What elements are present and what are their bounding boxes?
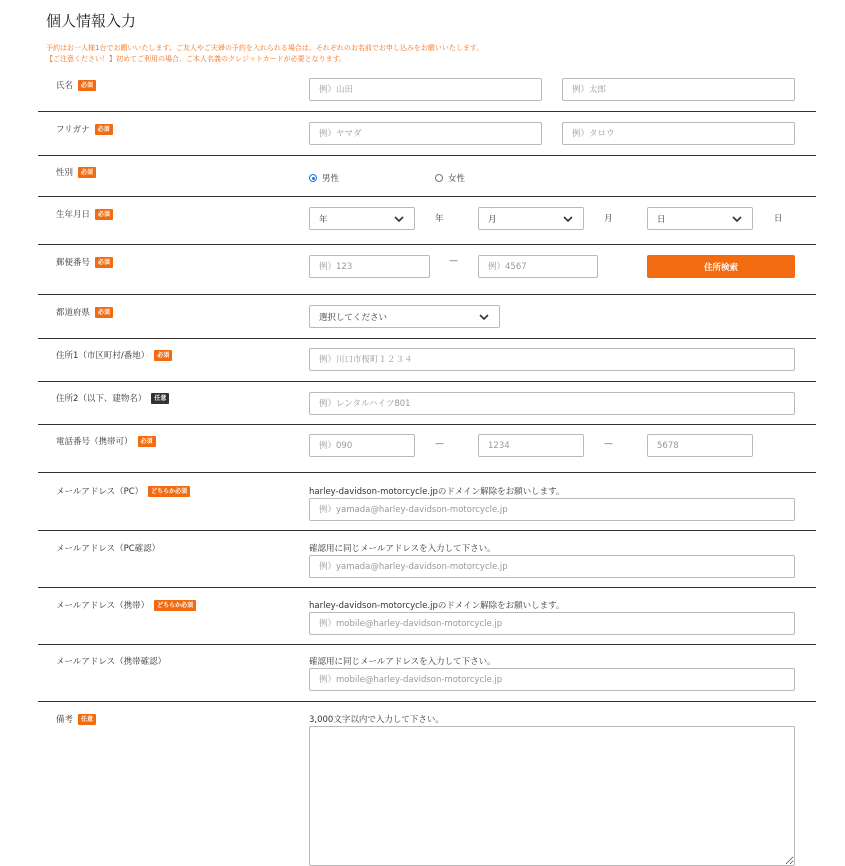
- required-badge: 必須: [138, 436, 156, 447]
- gender-female-label: 女性: [448, 174, 466, 184]
- address2-label-text: 住所2（以下、建物名）: [56, 394, 147, 404]
- first-name-input[interactable]: [562, 78, 795, 101]
- gender-male-label: 男性: [322, 174, 340, 184]
- remarks-label: [56, 713, 96, 725]
- chevron-down-icon: [478, 311, 490, 323]
- radio-selected-icon: [309, 174, 317, 182]
- email-mobile-label: [56, 599, 196, 611]
- first-name-kana-input[interactable]: [562, 122, 795, 145]
- required-badge: 必須: [95, 209, 113, 220]
- required-badge: 必須: [95, 307, 113, 318]
- phone-label: [56, 435, 156, 447]
- postal-label-text: 郵便番号: [56, 258, 91, 268]
- email-pc-label: [56, 485, 190, 497]
- prefecture-select[interactable]: [309, 305, 500, 328]
- birth-month-select[interactable]: [478, 207, 584, 230]
- email-pc-hint: harley-davidson-motorcycle.jpのドメイン解除をお願いします。: [309, 487, 565, 497]
- email-pc-confirm-hint: 確認用に同じメールアドレスを入力して下さい。: [309, 544, 496, 554]
- address1-row: [38, 338, 816, 382]
- address1-label-text: 住所1（市区町村/番地）: [56, 351, 150, 361]
- email-pc-label-text: メールアドレス（PC）: [56, 487, 144, 497]
- phone-1-input[interactable]: [309, 434, 415, 457]
- phone-2-input[interactable]: [478, 434, 584, 457]
- email-pc-confirm-input[interactable]: [309, 555, 795, 578]
- chevron-down-icon: [562, 213, 574, 225]
- prefecture-value: 選択してください: [319, 312, 388, 323]
- email-mobile-confirm-input[interactable]: [309, 668, 795, 691]
- remarks-label-text: 備考: [56, 715, 74, 725]
- birthday-row: [38, 196, 816, 245]
- email-mobile-confirm-label: [56, 655, 166, 667]
- either-required-badge: どちらか必須: [154, 600, 196, 611]
- required-badge: 必須: [78, 80, 96, 91]
- email-mobile-confirm-label-text: メールアドレス（携帯確認）: [56, 657, 167, 667]
- remarks-textarea[interactable]: [309, 726, 795, 866]
- radio-unselected-icon: [435, 174, 443, 182]
- birth-year-value: 年: [319, 214, 328, 225]
- address2-input[interactable]: [309, 392, 795, 415]
- email-mobile-input[interactable]: [309, 612, 795, 635]
- last-name-kana-input[interactable]: [309, 122, 542, 145]
- phone-dash-1: —: [435, 439, 444, 449]
- birth-day-select[interactable]: [647, 207, 753, 230]
- address2-label: [56, 392, 169, 404]
- birthday-label-text: 生年月日: [56, 210, 91, 220]
- month-unit: 月: [604, 214, 613, 224]
- birthday-label: [56, 208, 113, 220]
- gender-label: [56, 166, 96, 178]
- email-mobile-row: [38, 587, 816, 645]
- notice-line-2: 【ご注意ください！】初めてご利用の場合、ご本人名義のクレジットカードが必要となります。: [46, 55, 347, 63]
- phone-3-input[interactable]: [647, 434, 753, 457]
- gender-row: [38, 155, 816, 197]
- email-pc-confirm-label-text: メールアドレス（PC確認）: [56, 544, 161, 554]
- last-name-input[interactable]: [309, 78, 542, 101]
- name-label-text: 氏名: [56, 81, 74, 91]
- kana-label: [56, 123, 113, 135]
- email-mobile-confirm-row: [38, 644, 816, 702]
- address1-label: [56, 349, 172, 361]
- either-required-badge: どちらか必須: [148, 486, 190, 497]
- email-mobile-hint: harley-davidson-motorcycle.jpのドメイン解除をお願いします。: [309, 601, 565, 611]
- birth-year-select[interactable]: [309, 207, 415, 230]
- address2-row: [38, 381, 816, 425]
- required-badge: 必須: [154, 350, 172, 361]
- kana-row: [38, 111, 816, 156]
- email-mobile-confirm-hint: 確認用に同じメールアドレスを入力して下さい。: [309, 657, 496, 667]
- day-unit: 日: [774, 214, 783, 224]
- notice-line-1: 予約はお一人様1台でお願いいたします。ご友人やご夫婦の予約を入れられる場合は、それぞれのお名前でお申し込みをお願いいたします。: [46, 44, 484, 52]
- email-mobile-label-text: メールアドレス（携帯）: [56, 601, 150, 611]
- prefecture-label: [56, 306, 113, 318]
- address-search-button[interactable]: 住所検索: [647, 255, 795, 278]
- postal-dash: —: [449, 256, 458, 266]
- gender-label-text: 性別: [56, 168, 74, 178]
- required-badge: 必須: [95, 257, 113, 268]
- gender-female-radio[interactable]: [435, 172, 465, 184]
- remarks-row: [38, 701, 816, 860]
- remarks-hint: 3,000文字以内で入力して下さい。: [309, 715, 444, 725]
- year-unit: 年: [435, 214, 444, 224]
- prefecture-label-text: 都道府県: [56, 308, 91, 318]
- phone-row: [38, 424, 816, 473]
- email-pc-input[interactable]: [309, 498, 795, 521]
- postal-code-1-input[interactable]: [309, 255, 430, 278]
- address1-input[interactable]: [309, 348, 795, 371]
- email-pc-confirm-label: [56, 542, 160, 554]
- optional-badge: 任意: [78, 714, 96, 725]
- chevron-down-icon: [393, 213, 405, 225]
- kana-label-text: フリガナ: [56, 125, 90, 135]
- postal-code-2-input[interactable]: [478, 255, 598, 278]
- page-title: 個人情報入力: [46, 12, 137, 30]
- name-label: [56, 79, 96, 91]
- optional-badge: 任意: [151, 393, 169, 404]
- required-badge: 必須: [78, 167, 96, 178]
- postal-label: [56, 256, 113, 268]
- prefecture-row: [38, 294, 816, 339]
- required-badge: 必須: [95, 124, 113, 135]
- postal-row: [38, 244, 816, 295]
- phone-dash-2: —: [604, 439, 613, 449]
- birth-day-value: 日: [657, 214, 666, 225]
- email-pc-row: [38, 472, 816, 531]
- name-row: [38, 68, 816, 112]
- gender-male-radio[interactable]: [309, 172, 339, 184]
- chevron-down-icon: [731, 213, 743, 225]
- phone-label-text: 電話番号（携帯可）: [56, 437, 133, 447]
- email-pc-confirm-row: [38, 530, 816, 588]
- birth-month-value: 月: [488, 214, 497, 225]
